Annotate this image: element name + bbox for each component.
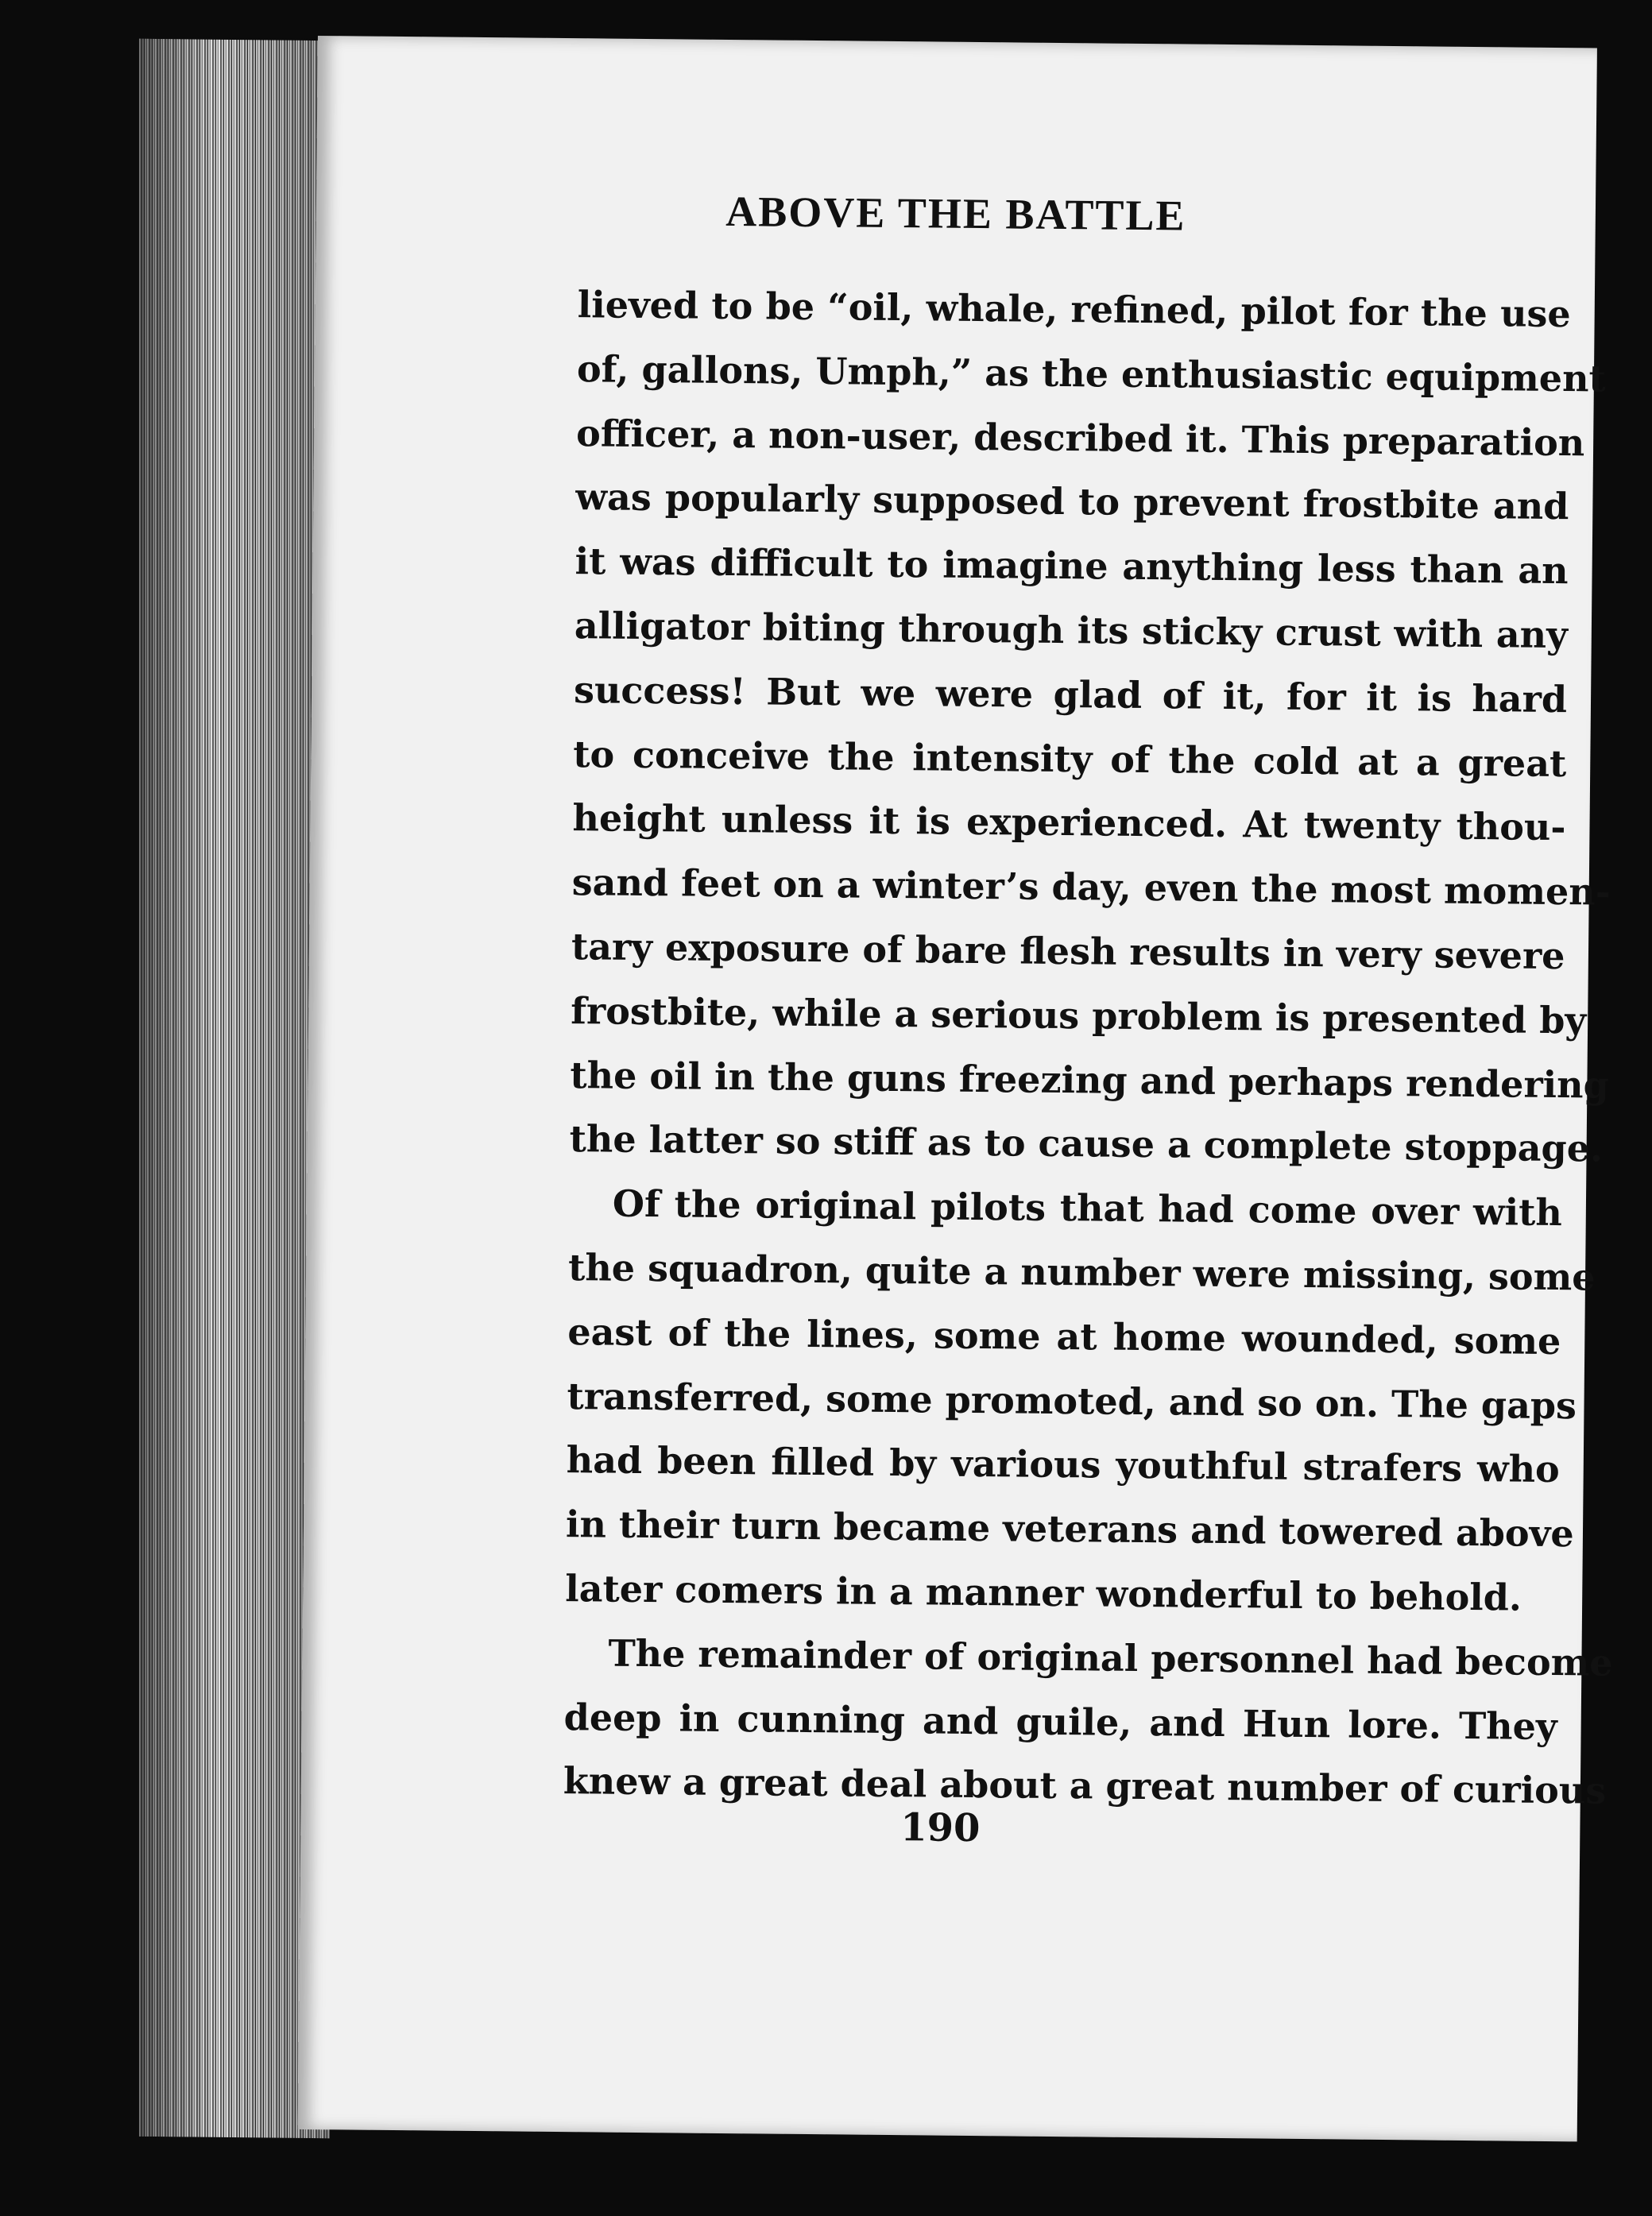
text-line: height unless it is experienced. At twenty thou- [572,796,1566,849]
text-line: knew a great deal about a great number of curious [563,1759,1607,1812]
book-page [298,36,1613,2141]
text-line: alligator biting through its sticky crust with any [574,604,1569,657]
text-line: of, gallons, Umph,” as the enthusiastic equipment [576,346,1607,400]
text-line: the oil in the guns freezing and perhaps rendering [570,1053,1610,1107]
text-line: east of the lines, some at home wounded, some [567,1309,1561,1363]
text-line: success! But we were glad of it, for it is hard [573,667,1568,721]
text-line: the latter so stiff as to cause a complete stoppage. [569,1117,1604,1170]
text-line: later comers in a manner wonderful to behold. [564,1567,1522,1619]
text-line: deep in cunning and guile, and Hun lore. They [563,1695,1557,1748]
text-line: in their turn became veterans and towered above [565,1502,1574,1556]
text-line: transferred, some promoted, and so on. The gaps [567,1374,1577,1427]
text-line: lieved to be “oil, whale, refined, pilot for the use [577,283,1571,336]
text-line: Of the original pilots that had come over with [612,1181,1563,1235]
text-line: to conceive the intensity of the cold at a great [573,732,1567,785]
text-line: tary exposure of bare flesh results in very severe [571,925,1565,978]
text-line: officer, a non-user, described it. This preparation [575,411,1585,464]
text-line: frostbite, while a serious problem is presented by [570,988,1587,1042]
text-line: sand feet on a winter’s day, even the most momen- [571,860,1611,914]
page-number: 190 [900,1805,981,1851]
text-line: The remainder of original personnel had become [608,1631,1613,1684]
text-line: it was difficult to imagine anything less than an [575,539,1569,593]
text-line: the squadron, quite a number were missing, some [567,1246,1596,1299]
text-line: had been filled by various youthful strafers who [566,1438,1561,1491]
running-head: ABOVE THE BATTLE [725,187,1186,240]
body-text [563,273,1613,1823]
text-line: was popularly supposed to prevent frostbite and [575,475,1569,528]
